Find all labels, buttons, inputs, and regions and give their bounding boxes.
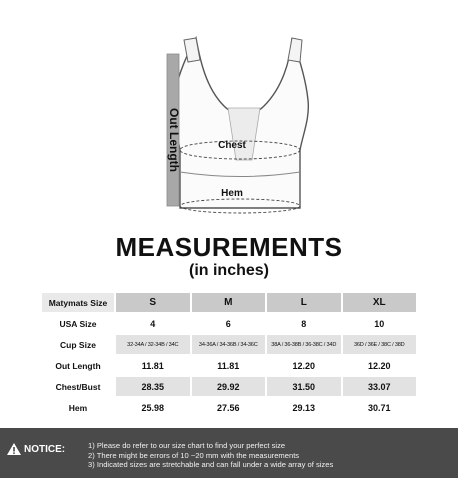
table-cell: 29.13 [267,398,341,417]
warning-icon [6,442,22,456]
table-cell: 28.35 [116,377,190,396]
notice-heading [6,442,65,456]
table-row [42,398,416,417]
table-row [42,293,416,312]
page-title: MEASUREMENTS [115,232,343,262]
table-cell: 32-34A / 32-34B / 34C [116,335,190,354]
table-cell: S [116,293,190,312]
table-cell: L [267,293,341,312]
table-cell: 10 [343,314,417,333]
table-cell: 31.50 [267,377,341,396]
notice-line: 3) Indicated sizes are stretchable and can fall under a wide array of sizes [88,460,334,469]
table-cell: 27.56 [192,398,266,417]
table-cell: 36D / 36E / 38C / 38D [343,335,417,354]
table-cell: 25.98 [116,398,190,417]
table-cell: M [192,293,266,312]
table-row [42,377,416,396]
chest-label: Chest [218,140,246,151]
table-cell: 11.81 [116,356,190,375]
size-chart-table [40,291,418,419]
table-row [42,356,416,375]
notice-banner [0,428,458,478]
table-row [42,335,416,354]
table-cell: 6 [192,314,266,333]
table-cell: 34-36A / 34-36B / 34-36C [192,335,266,354]
row-label: Out Length [42,356,114,375]
table-cell: 38A / 36-38B / 36-38C / 34D [267,335,341,354]
out-length-label: Out Length [167,108,181,172]
notice-label: NOTICE: [24,443,66,455]
table-cell: 30.71 [343,398,417,417]
table-cell: 8 [267,314,341,333]
table-cell: 33.07 [343,377,417,396]
table-cell: 4 [116,314,190,333]
table-cell: XL [343,293,417,312]
row-label: USA Size [42,314,114,333]
notice-line: 2) There might be errors of 10 ~20 mm with the measurements [88,450,300,460]
row-label: Hem [42,398,114,417]
strap-right [288,38,302,62]
table-row [42,314,416,333]
row-label: Chest/Bust [42,377,114,396]
hem-label: Hem [221,188,243,199]
table-cell: 11.81 [192,356,266,375]
page-subtitle: (in inches) [188,262,269,279]
table-cell: 12.20 [267,356,341,375]
notice-line: 1) Please do refer to our size chart to find your perfect size [88,441,286,450]
row-label: Cup Size [42,335,114,354]
row-label: Matymats Size [42,293,114,312]
table-cell: 29.92 [192,377,266,396]
table-cell: 12.20 [343,356,417,375]
bra-illustration [0,0,458,225]
notice-text [88,441,333,470]
